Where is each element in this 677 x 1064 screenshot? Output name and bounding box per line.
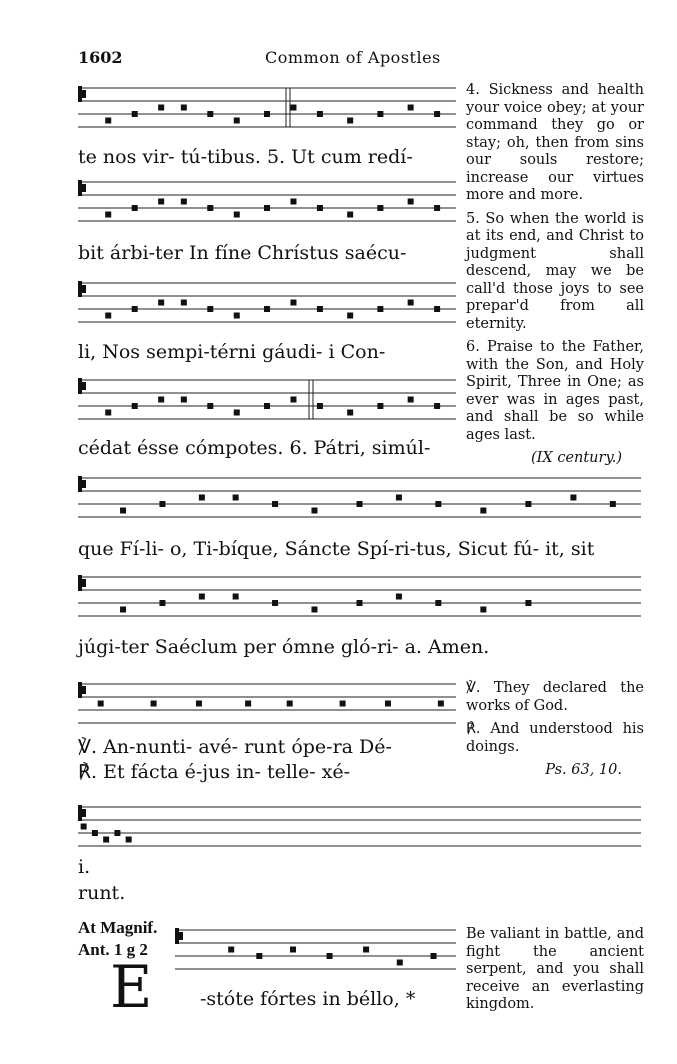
antiphon-translation [466,926,644,1020]
response-ending: runt. [78,882,126,904]
response-line: ℟. Et fácta é-jus in- telle- xé- [78,761,351,783]
hymn-lyric-line: bit árbi-ter In fíne Chrístus saécu- [78,242,407,264]
antiphon-lyric: -stóte fórtes in béllo, * [200,988,416,1010]
hymn-lyric-line: cédat ésse cómpotes. 6. Pátri, simúl- [78,437,431,459]
antiphon-mode: Ant. 1 g 2 [78,940,148,959]
translation-versicle: ℣. They declared the works of God. [466,680,644,714]
versicle-translation [466,680,644,780]
initial-letter: E [110,953,153,1021]
versicle-citation: Ps. 63, 10. [545,762,622,778]
translation-stanza-5: 5. So when the world is at its end, and Christ to judgment shall descend, may we be call'd those joys to see prepar'd from all eternity. [466,210,644,332]
versicle-ending: i. [78,856,91,878]
translation-response: ℟. And understood his doings. [466,721,644,755]
hymn-lyric-line: te nos vir- tú-tibus. 5. Ut cum redí- [78,146,413,168]
versicle-line: ℣. An-nunti- avé- runt ópe-ra Dé- [78,736,392,758]
running-title: Common of Apostles [265,48,441,67]
page-number: 1602 [78,48,123,67]
translation-stanza-6: 6. Praise to the Father, with the Son, and Holy Spirit, Three in One; as ever was in ages past, and shall be so while ages last. [466,339,644,443]
hymn-translation [466,82,644,468]
translation-stanza-4: 4. Sickness and health your voice obey; at your command they go or stay; oh, then from sins our souls restore; increase our virtues more and more. [466,82,644,203]
hymn-citation: (IX century.) [531,450,622,466]
antiphon-translation-text: Be valiant in battle, and fight the ancient serpent, and you shall receive an everlasting kingdom. [466,926,644,1012]
antiphon-label: At Magnif. [78,918,158,937]
hymn-lyric-line: que Fí-li- o, Ti-bíque, Sáncte Spí-ri-tus, Sicut fú- it, sit [78,538,595,560]
hymn-lyric-line: li, Nos sempi-térni gáudi- i Con- [78,341,386,363]
hymn-lyric-line: júgi-ter Saéclum per ómne gló-ri- a. Amen. [78,636,490,658]
